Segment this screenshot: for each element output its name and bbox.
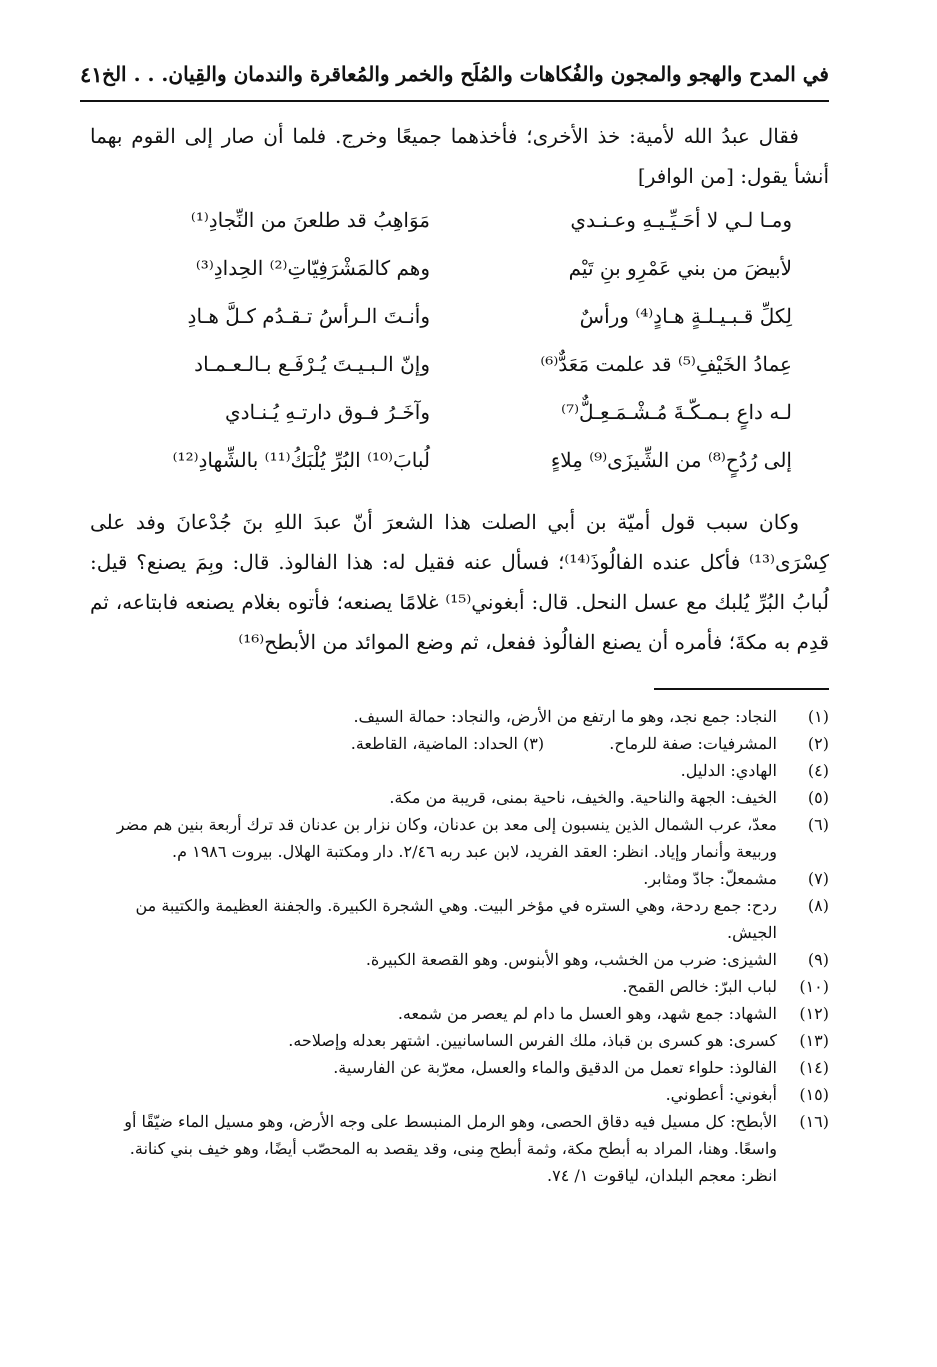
intro-text: فقال عبدُ الله لأمية: خذ الأخرى؛ فأخذهما جميعًا وخرج. فلما أن صار إلى القوم بهما أنشأ يقول: [من الوافر] [90,124,829,188]
footnote [90,703,829,730]
footnote [90,1027,829,1054]
verse-first-hemistich: لأبيضَ من بني عَمْرِو بنِ تَيْم [568,256,792,280]
footnotes [90,703,829,1189]
header-title: في المدح والهجو والمجون والفُكاهات والمُلَح والخمر والمُعاقرة والندمان والقِيان. . . الخ [102,62,829,86]
verse-second-hemistich: وإنّ الـبـيـتَ يُـرْفَـع بـالـعـمـاد [194,352,430,376]
story-paragraph [90,502,829,662]
poem [130,208,792,496]
poem-verse [130,400,792,448]
footnote-number: (٥) [807,788,829,807]
verse-second-hemistich: وآخَـرُ فـوق دارتـهِ يُـنـادي [224,400,430,424]
footnote [90,811,829,865]
verse-second-hemistich: وهم كالمَشْرَفِيّاتِ⁽²⁾ الحِدادِ⁽³⁾ [195,256,430,280]
footnote-text: ردح: جمع ردحة، وهي الستره في مؤخر البيت. وهي الشجرة الكبيرة. والجفنة العظيمة والكتيبة من الجيش. [135,896,777,942]
footnote-number: (٨) [807,896,829,915]
footnote-number: (١٥) [799,1085,829,1104]
footnote-text: الحداد: الماضية، القاطعة. [350,734,518,753]
running-header [80,60,829,102]
verse-first-hemistich: عِمادُ الخَيْفِ⁽⁵⁾ قد علمت مَعَدٌّ⁽⁶⁾ [540,352,792,376]
footnote-number: (٣) [523,734,545,753]
footnote-text: كسرى: هو كسرى بن قباذ، ملك الفرس الساسانيين. اشتهر بعدله وإصلاحه. [288,1031,777,1050]
footnote-number: (١٣) [799,1031,829,1050]
footnote [90,784,829,811]
story-text: وكان سبب قول أميّة بن أبي الصلت هذا الشعرَ أنّ عبدَ اللهِ بنَ جُدْعانَ وفد على كِسْرَى⁽¹³⁾ فأكل عنده الفالُوذَ⁽¹⁴⁾؛ فسأل عنه فقيل له: هذا الفالوذ. قال: وبِمَ يصنع؟ قيل: لُبابُ البُرِّ يُلبك مع عسل النحل. قال: أبغوني⁽¹⁵⁾ غلامًا يصنعه؛ فأتوه بغلام يصنعه فابتاعه، ثم قدِم به مكةَ؛ فأمره أن يصنع الفالُوذ ففعل، ثم وضع الموائد من الأبطح⁽¹⁶⁾ [90,510,830,654]
footnote [90,757,829,784]
verse-second-hemistich: لُبابَ⁽¹⁰⁾ البُرِّ يُلْبَكُ⁽¹¹⁾ بالشِّهادِ⁽¹²⁾ [172,448,430,472]
footnote-text: الفالوذ: حلواء تعمل من الدقيق والماء والعسل، معرّبة عن الفارسية. [333,1058,777,1077]
footnote-text: الأبطح: كل مسيل فيه دقاق الحصى، وهو الرمل المنبسط على وجه الأرض، وهو مسيل الماء ضيّقًا أو واسعًا. وهنا، المراد به أبطح مكة، وثمة أبطح مِنى، وقد يقصد به المحصّب أيضًا، وهو خيف بني كنانة. انظر: معجم البلدان، لياقوت ١/ ٧٤. [124,1112,777,1185]
poem-verse [130,208,792,256]
footnote [90,973,829,1000]
poem-verse [130,256,792,304]
footnote-text: أبغوني: أعطوني. [665,1085,777,1104]
verse-first-hemistich: ومـا لـي لا أحَـيِّـيـهِ وعـنـدي [570,208,792,232]
footnote-text: الهادي: الدليل. [680,761,777,780]
footnote-text: الشهاد: جمع شهد، وهو العسل ما دام لم يعصر من شمعه. [397,1004,777,1023]
footnote [90,946,829,973]
footnote [90,1081,829,1108]
footnote-number: (١٢) [799,1004,829,1023]
verse-first-hemistich: لِكلِّ قـبـيـلـةٍ هـادٍ⁽⁴⁾ ورأسٌ [579,304,792,328]
footnote [90,865,829,892]
footnote-number: (١٠) [799,977,829,996]
footnote-number: (٢) [807,734,829,753]
poem-verse [130,448,792,496]
poem-verse [130,352,792,400]
footnote-text: الخيف: الجهة والناحية. والخيف، ناحية بمنى، قريبة من مكة. [389,788,777,807]
footnote [90,1054,829,1081]
verse-second-hemistich: مَوَاهِبُ قد طلعنَ من النِّجادِ⁽¹⁾ [190,208,430,232]
footnote-text: لباب البرّ: خالص القمح. [622,977,777,996]
footnote-separator [654,688,829,690]
footnote-text: مشمعلّ: جادّ ومثابر. [643,869,777,888]
footnote-number: (٦) [807,815,829,834]
footnote-text: معدّ، عرب الشمال الذين ينسبون إلى معد بن عدنان، وكان نزار بن عدنان قد ترك أربعة بنين هم مضر وربيعة وأنمار وإياد. انظر: العقد الفريد، لابن عبد ربه ٢/٤٦. دار ومكتبة الهلال. بيروت ١٩٨٦ م. [116,815,777,861]
verse-second-hemistich: وأنـتَ الـرأسُ تـقـدُم كـلَّ هـادِ [187,304,430,328]
footnote-text: الشيزى: ضرب من الخشب، وهو الأبنوس. وهو القصعة الكبيرة. [365,950,777,969]
footnote-number: (١) [807,707,829,726]
page-number: ٤١ [80,62,103,87]
footnote [90,1108,829,1189]
poem-verse [130,304,792,352]
footnote-number: (٩) [807,950,829,969]
footnote [90,1000,829,1027]
footnote-text: المشرفيات: صفة للرماح. [609,734,777,753]
footnote-number: (١٤) [799,1058,829,1077]
verse-first-hemistich: لـه داعٍ بـمـكّـةَ مُـشْـمَـعِـلٌّ⁽⁷⁾ [561,400,792,424]
footnote [90,892,829,946]
footnote-number: (٤) [807,761,829,780]
footnote-text: النجاد: جمع نجد، وهو ما ارتفع من الأرض، والنجاد: حمالة السيف. [353,707,777,726]
footnote-number: (١٦) [799,1112,829,1131]
verse-first-hemistich: إلى رُدُحٍ⁽⁸⁾ من الشِّيزَى⁽⁹⁾ مِلاءٍ [550,448,792,472]
footnote-number: (٧) [807,869,829,888]
footnote [90,730,829,757]
intro-paragraph [90,116,829,196]
